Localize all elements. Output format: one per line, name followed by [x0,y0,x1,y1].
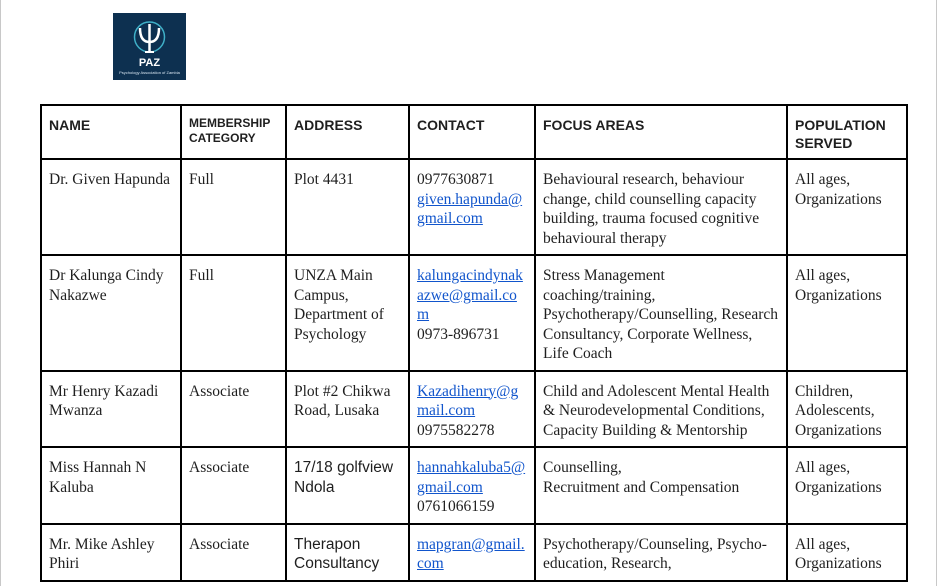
table-row [41,524,907,581]
email-link[interactable]: kalungacindynakazwe@gmail.com [417,267,523,323]
population-served: Children, Adolescents, Organizations [795,382,882,439]
population-served-cell [787,255,907,371]
membership-category: Associate [189,459,250,476]
focus-area-text: Child and Adolescent Mental Health & Neurodevelopmental Conditions, Capacity Building & Mentorship [543,382,770,439]
membership-category-cell [181,159,286,255]
focus-areas-cell [535,371,787,448]
header-name: NAME [41,105,181,159]
email-link[interactable]: Kazadihenry@gmail.com [417,382,519,419]
population-served: All ages, Organizations [795,459,882,496]
logo-full-name: Psychology Association of Zambia [119,70,180,75]
member-name: Miss Hannah N Kaluba [49,459,147,496]
population-served-cell [787,159,907,255]
focus-areas-cell [535,524,787,581]
member-name-cell [41,159,181,255]
focus-areas-cell [535,255,787,371]
population-served-cell [787,524,907,581]
header-contact: CONTACT [409,105,535,159]
table-body [41,159,907,581]
membership-category-cell [181,371,286,448]
population-served: All ages, Organizations [795,267,882,304]
address-cell [286,371,409,448]
address-cell [286,447,409,524]
focus-area-text: Behavioural research, behaviour change, child counselling capacity building, trauma focused cognitive behavioural therapy [543,171,760,247]
address: Plot #2 Chikwa Road, Lusaka [294,382,391,419]
logo-abbreviation: PAZ [138,57,161,69]
address: Therapon Consultancy [294,535,380,572]
table-row [41,159,907,255]
email-link[interactable]: mapgran@gmail.com [417,535,525,572]
phone-number: 0973-896731 [417,325,500,343]
membership-category-cell [181,447,286,524]
member-name-cell [41,371,181,448]
header-address: ADDRESS [286,105,409,159]
member-name: Dr. Given Hapunda [49,171,170,188]
population-served-cell [787,447,907,524]
paz-logo [113,13,186,80]
address: Plot 4431 [294,171,354,188]
table-row [41,447,907,524]
membership-category-cell [181,255,286,371]
email-link[interactable]: hannahkaluba5@gmail.com [417,459,526,496]
contact-cell [409,524,535,581]
focus-areas-cell [535,159,787,255]
membership-category: Full [189,267,214,284]
address-cell [286,255,409,371]
page-border-left [0,0,1,586]
address: UNZA Main Campus, Department of Psychology [294,267,384,343]
focus-area-text: Recruitment and Compensation [543,478,740,496]
member-name-cell [41,255,181,371]
contact-cell [409,371,535,448]
phone-number: 0761066159 [417,498,495,515]
members-table [40,104,908,582]
member-name-cell [41,447,181,524]
focus-areas-cell [535,447,787,524]
table-row [41,371,907,448]
header-population-served: POPULATION SERVED [787,105,907,159]
member-name: Mr. Mike Ashley Phiri [49,535,155,572]
focus-area-text: Counselling, [543,459,622,476]
member-name: Dr Kalunga Cindy Nakazwe [49,267,164,304]
population-served: All ages, Organizations [795,171,882,208]
membership-category: Associate [189,535,250,553]
population-served: All ages, Organizations [795,535,882,572]
membership-category-cell [181,524,286,581]
member-name-cell [41,524,181,581]
contact-cell [409,447,535,524]
focus-area-text: Psychotherapy/Counseling, Psycho-education, Research, [543,535,767,572]
email-link[interactable]: given.hapunda@gmail.com [417,190,523,227]
header-focus-areas: FOCUS AREAS [535,105,787,159]
member-name: Mr Henry Kazadi Mwanza [49,382,159,419]
phone-number: 0977630871 [417,171,495,188]
table-row [41,255,907,371]
membership-category: Associate [189,382,250,400]
address: 17/18 golfview Ndola [294,459,394,496]
phone-number: 0975582278 [417,421,495,439]
membership-category: Full [189,171,214,188]
address-cell [286,524,409,581]
address-cell [286,159,409,255]
contact-cell [409,255,535,371]
contact-cell [409,159,535,255]
table-header-row [41,105,907,159]
population-served-cell [787,371,907,448]
focus-area-text: Stress Management coaching/training, Psychotherapy/Counselling, Research Consultancy, Corporate Wellness, Life Coach [543,267,779,362]
header-membership-category: MEMBERSHIP CATEGORY [181,105,286,159]
